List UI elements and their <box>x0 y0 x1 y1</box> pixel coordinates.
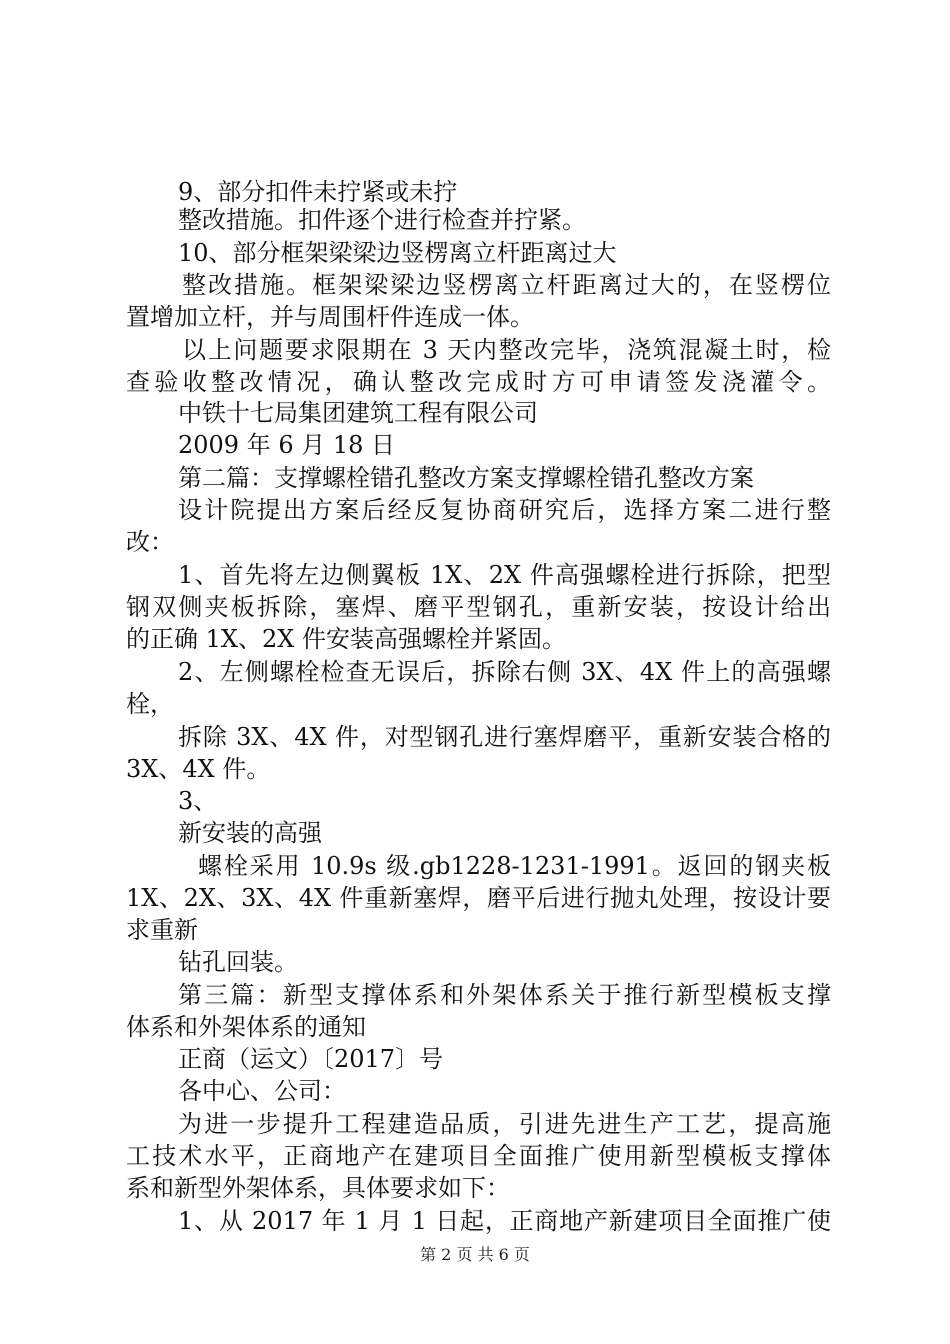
text-line: 1X、2X、3X、4X 件重新塞焊，磨平后进行抛丸处理，按设计要 <box>126 884 831 912</box>
text-line: 中铁十七局集团建筑工程有限公司 <box>178 399 538 427</box>
text-line: 体系和外架体系的通知 <box>126 1013 366 1041</box>
text-line: 求重新 <box>126 916 198 944</box>
text-line: 钻孔回装。 <box>178 948 298 976</box>
text-line: 整改措施。框架梁梁边竖楞离立杆距离过大的，在竖楞位 <box>182 271 831 299</box>
text-line: 查验收整改情况，确认整改完成时方可申请签发浇灌令。 <box>126 368 831 396</box>
text-line: 钢双侧夹板拆除，塞焊、磨平型钢孔，重新安装，按设计给出 <box>126 593 831 621</box>
text-line: 10、部分框架梁梁边竖楞离立杆距离过大 <box>178 239 617 267</box>
text-line: 螺栓采用 10.9s 级.gb1228-1231-1991。返回的钢夹板 <box>198 852 831 880</box>
text-line: 各中心、公司： <box>178 1077 346 1105</box>
text-line: 为进一步提升工程建造品质，引进先进生产工艺，提高施 <box>178 1110 831 1138</box>
text-line: 置增加立杆，并与周围杆件连成一体。 <box>126 303 534 331</box>
page-footer: 第 2 页 共 6 页 <box>420 1245 530 1264</box>
text-line: 2、左侧螺栓检查无误后，拆除右侧 3X、4X 件上的高强螺 <box>178 658 831 686</box>
text-line: 系和新型外架体系，具体要求如下： <box>126 1174 510 1202</box>
text-line: 1、从 2017 年 1 月 1 日起，正商地产新建项目全面推广使 <box>178 1207 831 1235</box>
text-line: 3、 <box>178 787 218 815</box>
text-line: 改： <box>126 528 174 556</box>
section-heading: 第二篇：支撑螺栓错孔整改方案支撑螺栓错孔整改方案 <box>178 464 754 492</box>
text-line: 3X、4X 件。 <box>126 755 271 783</box>
text-line: 拆除 3X、4X 件，对型钢孔进行塞焊磨平，重新安装合格的 <box>178 723 831 751</box>
text-line: 整改措施。扣件逐个进行检查并拧紧。 <box>178 206 586 234</box>
section-heading: 第三篇：新型支撑体系和外架体系关于推行新型模板支撑 <box>178 981 831 1009</box>
text-line: 新安装的高强 <box>178 819 322 847</box>
text-line: 栓， <box>126 690 174 718</box>
text-line: 设计院提出方案后经反复协商研究后，选择方案二进行整 <box>178 496 831 524</box>
text-line: 以上问题要求限期在 3 天内整改完毕，浇筑混凝土时，检 <box>182 336 831 364</box>
text-line: 工技术水平，正商地产在建项目全面推广使用新型模板支撑体 <box>126 1142 831 1170</box>
text-line: 正商（运文）〔2017〕号 <box>178 1045 444 1073</box>
text-line: 9、部分扣件未拧紧或未拧 <box>178 178 458 206</box>
text-line: 的正确 1X、2X 件安装高强螺栓并紧固。 <box>126 625 566 653</box>
text-line: 1、首先将左边侧翼板 1X、2X 件高强螺栓进行拆除，把型 <box>178 561 831 589</box>
text-line: 2009 年 6 月 18 日 <box>178 431 396 459</box>
